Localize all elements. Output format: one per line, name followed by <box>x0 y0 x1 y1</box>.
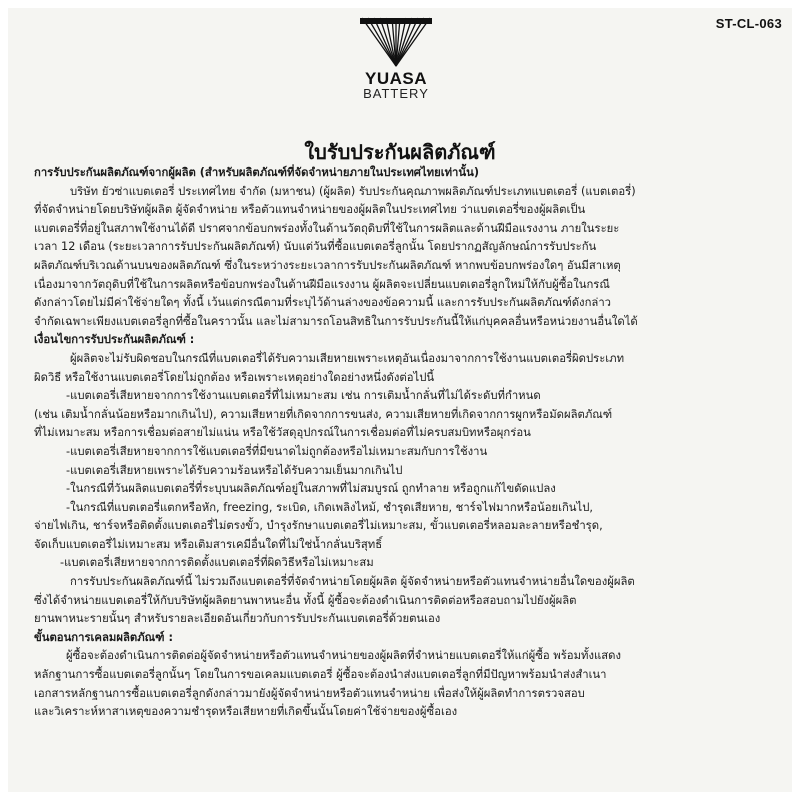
warranty-paragraph-line: ผลิตภัณฑ์บริเวณด้านบนของผลิตภัณฑ์ ซึ่งในระหว่างระยะเวลาการรับประกันผลิตภัณฑ์ หากพบข้อบกพร่องใดๆ อันมีสาเหตุ <box>34 258 621 272</box>
condition-item: -แบตเตอรี่เสียหายจากการใช้แบตเตอรี่ที่มีขนาดไม่ถูกต้องหรือไม่เหมาะสมกับการใช้งาน <box>66 444 488 458</box>
yuasa-crest-icon <box>358 16 434 68</box>
condition-item: -แบตเตอรี่เสียหายจากการใช้งานแบตเตอรี่ที่ไม่เหมาะสม เช่น การเติมน้ำกลั่นที่ไม่ได้ระดับที่กำหนด <box>66 389 541 403</box>
condition-item-continued: จัดเก็บแบตเตอรี่ไม่เหมาะสม หรือเติมสารเคมีอื่นใดที่ไม่ใช่น้ำกลั่นบริสุทธิ์ <box>34 537 383 551</box>
exclusion-paragraph-line: ซึ่งได้จำหน่ายแบตเตอรี่ให้กับบริษัทผู้ผลิตยานพาหนะอื่น ทั้งนี้ ผู้ซื้อจะต้องดำเนินการติดต่อหรือสอบถามไปยังผู้ผลิต <box>34 593 577 607</box>
warranty-paragraph-line: จำกัดเฉพาะเพียงแบตเตอรี่ลูกที่ซื้อในคราวนั้น และไม่สามารถโอนสิทธิในการรับประกันนี้ให้แก่บุคคลอื่นหรือหน่วยงานอื่นใดได้ <box>34 314 638 328</box>
document-title: ใบรับประกันผลิตภัณฑ์ <box>304 140 496 164</box>
condition-item-continued: ที่ไม่เหมาะสม หรือการเชื่อมต่อสายไม่แน่น หรือใช้วัสดุอุปกรณ์ในการเชื่อมต่อที่ไม่ครบสมบิทหรือผุกร่อน <box>34 426 531 440</box>
warranty-paragraph-line: บริษัท ยัวซ่าแบตเตอรี่ ประเทศไทย จำกัด (มหาชน) (ผู้ผลิต) รับประกันคุณภาพผลิตภัณฑ์ประเภทแบตเตอรี่ (แบตเตอรี่) <box>70 184 636 198</box>
warranty-heading: การรับประกันผลิตภัณฑ์จากผู้ผลิต (สำหรับผลิตภัณฑ์ที่จัดจำหน่ายภายในประเทศไทยเท่านั้น) <box>34 166 479 179</box>
document-body <box>34 164 782 722</box>
exclusion-paragraph-line: การรับประกันผลิตภัณฑ์นี้ ไม่รวมถึงแบตเตอรี่ที่จัดจำหน่ายโดยผู้ผลิต ผู้จัดจำหน่ายหรือตัวแทนจำหน่ายอื่นใดของผู้ผลิต <box>70 575 635 589</box>
condition-item: -แบตเตอรี่เสียหายเพราะได้รับความร้อนหรือได้รับความเย็นมากเกินไป <box>66 463 403 477</box>
brand-name: YUASA <box>364 69 427 88</box>
conditions-heading: เงื่อนไขการรับประกันผลิตภัณฑ์ : <box>34 333 195 347</box>
claim-procedure-line: และวิเคราะห์หาสาเหตุของความชำรุดหรือเสียหายที่เกิดขึ้นนั้นโดยค่าใช้จ่ายของผู้ซื้อเอง <box>34 705 458 719</box>
conditions-intro-line: ผู้ผลิตจะไม่รับผิดชอบในกรณีที่แบตเตอรี่ได้รับความเสียหายเพราะเหตุอันเนื่องมาจากการใช้งานแบตเตอรี่ผิดประเภท <box>70 351 625 365</box>
claim-procedure-heading: ขั้นตอนการเคลมผลิตภัณฑ์ : <box>34 630 173 644</box>
warranty-paragraph-line: ที่จัดจำหน่ายโดยบริษัทผู้ผลิต ผู้จัดจำหน่าย หรือตัวแทนจำหน่ายของผู้ผลิตในประเทศไทย ว่าแบตเตอรี่ของผู้ผลิตเป็น <box>34 203 586 217</box>
condition-item: -ในกรณีที่วันผลิตแบตเตอรี่ที่ระบุบนผลิตภัณฑ์อยู่ในสภาพที่ไม่สมบูรณ์ ถูกทำลาย หรือถูกแก้ไขดัดแปลง <box>66 482 556 496</box>
warranty-paragraph-line: เวลา 12 เดือน (ระยะเวลาการรับประกันผลิตภัณฑ์) นับแต่วันที่ซื้อแบตเตอรี่ลูกนั้น โดยปรากฏสัญลักษณ์การรับประกัน <box>34 240 597 254</box>
condition-item: -ในกรณีที่แบตเตอรี่แตกหรือหัก, freezing, ระเบิด, เกิดเพลิงไหม้, ชำรุดเสียหาย, ชาร์จไฟมากหรือน้อยเกินไป, <box>66 500 593 514</box>
conditions-intro-line: ผิดวิธี หรือใช้งานแบตเตอรี่โดยไม่ถูกต้อง หรือเพราะเหตุอย่างใดอย่างหนึ่งดังต่อไปนี้ <box>34 370 435 384</box>
exclusion-paragraph-line: ยานพาหนะรายนั้นๆ สำหรับรายละเอียดอันเกี่ยวกับการรับประกันแบตเตอรี่ด้วยตนเอง <box>34 612 441 626</box>
yuasa-logo <box>348 16 444 101</box>
warranty-paragraph-line: แบตเตอรี่ที่อยู่ในสภาพใช้งานได้ดี ปราศจากข้อบกพร่องทั้งในด้านวัตถุดิบที่ใช้ในการผลิตและด้านฝีมือแรงงาน ภายในระยะ <box>34 221 620 235</box>
claim-procedure-line: เอกสารหลักฐานการซื้อแบตเตอรี่ลูกดังกล่าวมายังผู้จัดจำหน่ายหรือตัวแทนจำหน่าย เพื่อส่งให้ผู้ผลิตทำการตรวจสอบ <box>34 686 585 700</box>
claim-procedure-line: ผู้ซื้อจะต้องดำเนินการติดต่อผู้จัดจำหน่ายหรือตัวแทนจำหน่ายของผู้ผลิตที่จำหน่ายแบตเตอรี่ให้แก่ผู้ซื้อ พร้อมทั้งแสดง <box>66 649 622 663</box>
document-code: ST-CL-063 <box>715 16 782 31</box>
condition-item: -แบตเตอรี่เสียหายจากการติดตั้งแบตเตอรี่ที่ผิดวิธีหรือไม่เหมาะสม <box>60 556 374 570</box>
claim-procedure-line: หลักฐานการซื้อแบตเตอรี่ลูกนั้นๆ โดยในการขอเคลมแบตเตอรี่ ผู้ซื้อจะต้องนำส่งแบตเตอรี่ลูกที่มีปัญหาพร้อมนำส่งสำเนา <box>34 668 607 682</box>
brand-subtitle: BATTERY <box>363 86 429 101</box>
condition-item-continued: (เช่น เติมน้ำกลั่นน้อยหรือมากเกินไป), ความเสียหายที่เกิดจากการขนส่ง, ความเสียหายที่เกิดจากการผูกหรือมัดผลิตภัณฑ์ <box>34 407 613 421</box>
condition-item-continued: จ่ายไฟเกิน, ชาร์จหรือติดตั้งแบตเตอรี่ไม่ตรงขั้ว, บำรุงรักษาแบตเตอรี่ไม่เหมาะสม, ขั้วแบตเตอรี่หลอมละลายหรือชำรุด, <box>34 519 603 533</box>
warranty-paragraph-line: ดังกล่าวโดยไม่มีค่าใช้จ่ายใดๆ ทั้งนี้ เว้นแต่กรณีตามที่ระบุไว้ด้านล่างของข้อความนี้ และการรับประกันผลิตภัณฑ์ดังกล่าว <box>34 296 612 310</box>
warranty-document <box>8 8 792 792</box>
warranty-paragraph-line: เนื่องมาจากวัตถุดิบที่ใช้ในการผลิตหรือข้อบกพร่องในด้านฝีมือแรงงาน ผู้ผลิตจะเปลี่ยนแบตเตอรี่ลูกใหม่ให้กับผู้ซื้อในกรณี <box>34 277 610 291</box>
